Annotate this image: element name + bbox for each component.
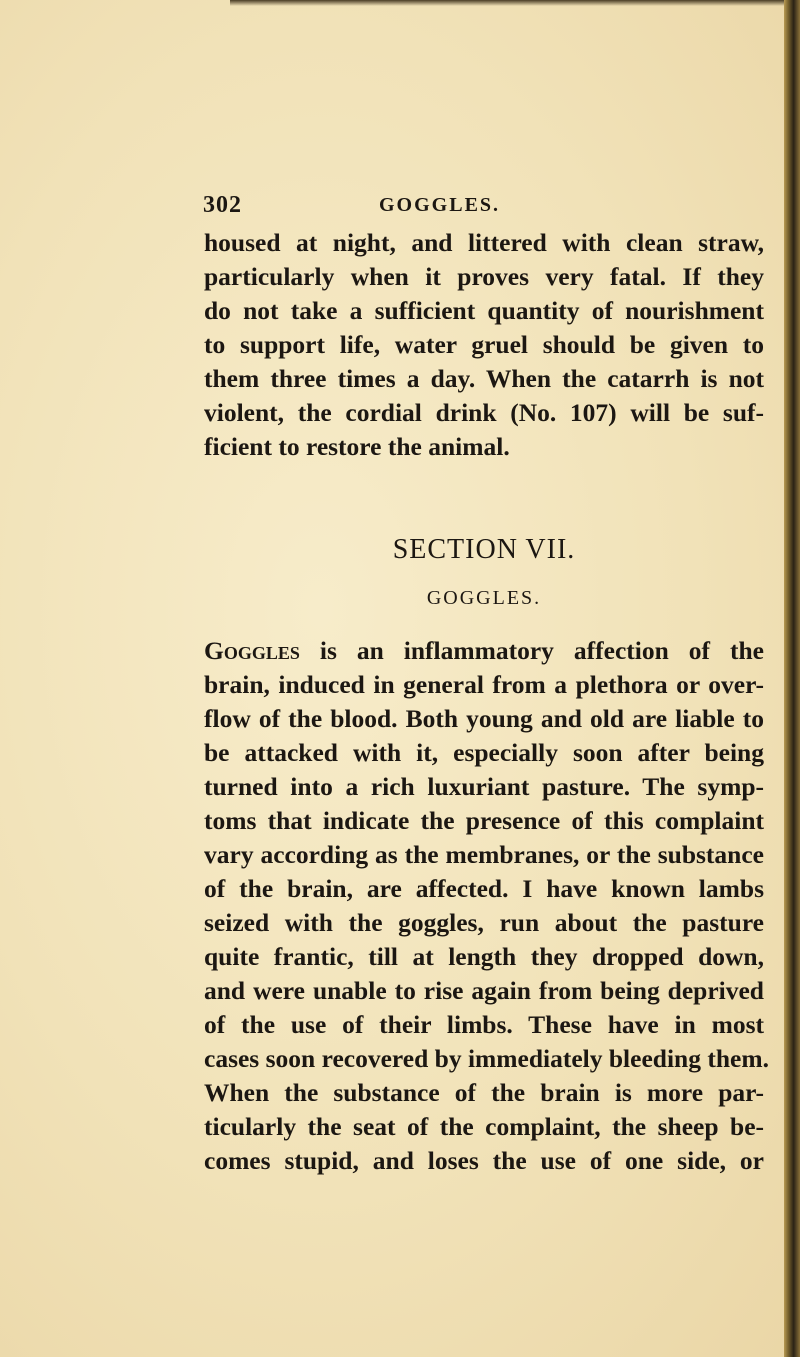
section-heading: SECTION VII. (392, 534, 576, 565)
paragraph-line: them three times a day. When the catarrh is not (204, 364, 764, 393)
paragraph-line: When the substance of the brain is more par- (204, 1078, 764, 1107)
lead-word: Goggles (204, 636, 300, 665)
paragraph-line: toms that indicate the presence of this complaint (204, 806, 764, 835)
paragraph-line: quite frantic, till at length they dropped down, (204, 942, 764, 971)
paragraph-line: flow of the blood. Both young and old are liable to (204, 704, 764, 733)
first-line-rest: is an inflammatory affection of the (299, 636, 764, 665)
paragraph-line: of the brain, are affected. I have known lambs (204, 874, 764, 903)
running-head (203, 192, 763, 228)
paragraph-line: particularly when it proves very fatal. If they (204, 262, 764, 291)
paragraph-line: turned into a rich luxuriant pasture. The symp- (204, 772, 764, 801)
page-binding-edge (784, 0, 800, 1357)
paragraph-line: to support life, water gruel should be given to (204, 330, 764, 359)
paragraph-line: brain, induced in general from a plethora or over- (204, 670, 764, 699)
running-title: GOGGLES. (379, 194, 501, 216)
paragraph-line: comes stupid, and loses the use of one side, or (204, 1146, 764, 1175)
page-number: 302 (203, 192, 242, 218)
top-paragraph (204, 226, 764, 464)
paragraph-line: cases soon recovered by immediately bleeding them. (204, 1044, 769, 1073)
paragraph-line: of the use of their limbs. These have in most (204, 1010, 764, 1039)
paragraph-line: violent, the cordial drink (No. 107) will be suf- (204, 398, 764, 427)
paragraph-line: vary according as the membranes, or the substance (204, 840, 764, 869)
paragraph-line: housed at night, and littered with clean straw, (204, 228, 764, 257)
paragraph-line: seized with the goggles, run about the pasture (204, 908, 764, 937)
paragraph-line: ticularly the seat of the complaint, the sheep be- (204, 1112, 764, 1141)
body-paragraph (204, 634, 769, 1178)
paragraph-line: ficient to restore the animal. (204, 432, 510, 461)
paragraph-line: do not take a sufficient quantity of nourishment (204, 296, 764, 325)
paragraph-line: and were unable to rise again from being deprived (204, 976, 764, 1005)
section-subheading: GOGGLES. (426, 587, 542, 609)
paragraph-first-line (204, 634, 764, 668)
page-top-shadow (230, 0, 800, 6)
paragraph-line: be attacked with it, especially soon after being (204, 738, 764, 767)
